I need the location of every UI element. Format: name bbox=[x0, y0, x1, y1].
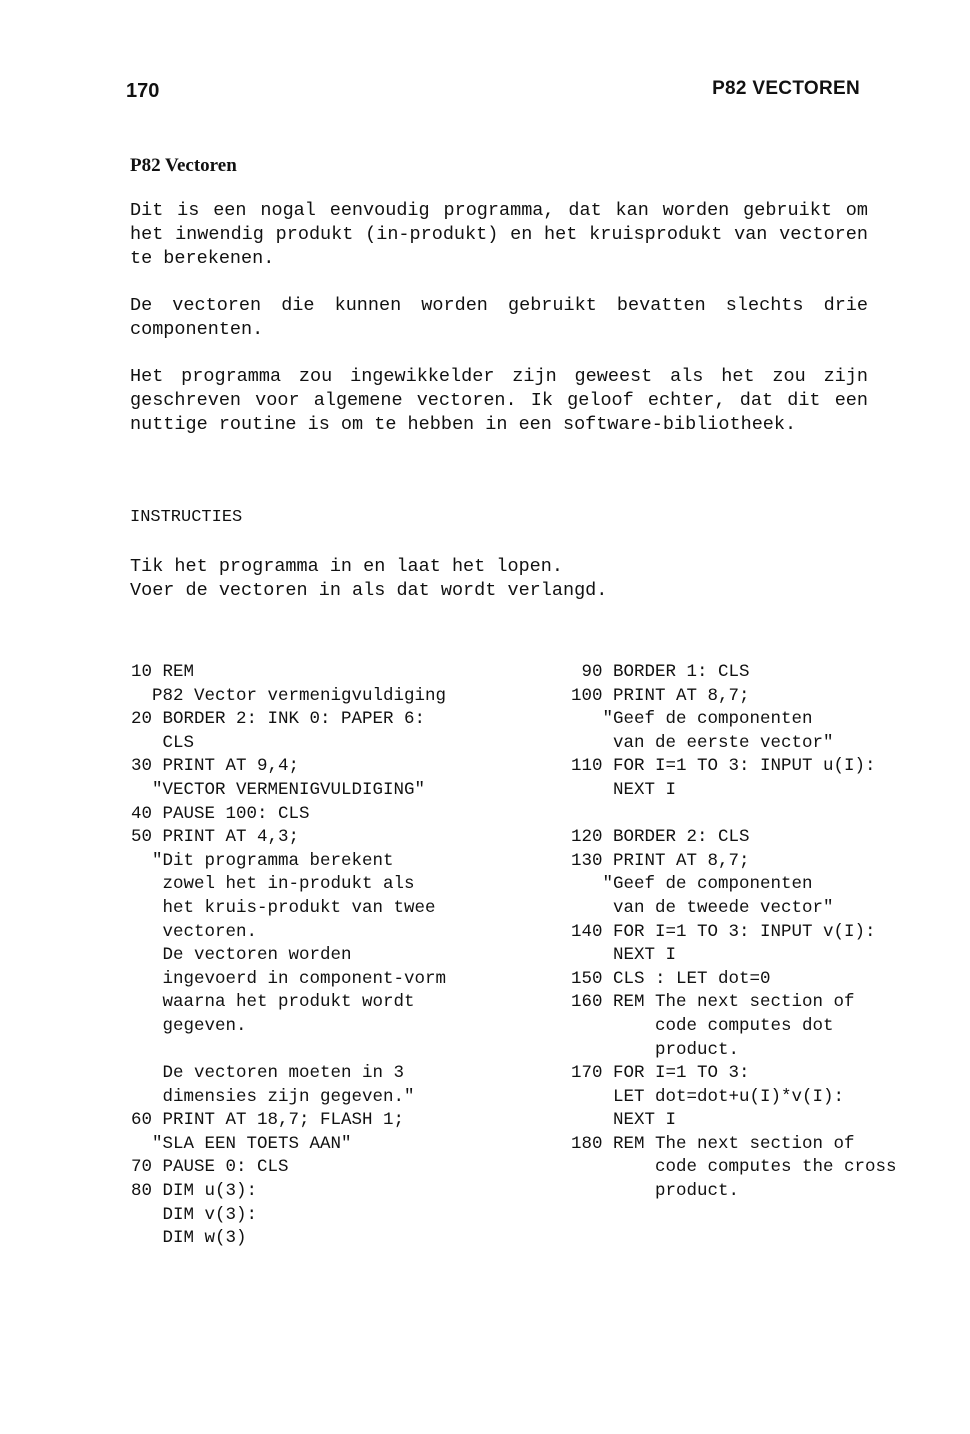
section-title: P82 Vectoren bbox=[130, 155, 237, 176]
program-listing-left-column: 10 REM P82 Vector vermenigvuldiging 20 BORDER 2: INK 0: PAPER 6: CLS 30 PRINT AT 9,4; "VECTOR VERMENIGVULDIGING" 40 PAUSE 100: CLS 50 PRINT AT 4,3; "Dit programma berekent zowel het in-produkt als het kruis-produkt van twee vectoren. De vectoren worden ingevoerd in component-vorm waarna het produkt wordt gegeven. De vectoren moeten in 3 dimensies zijn gegeven." 60 PRINT AT 18,7; FLASH 1; "SLA EEN TOETS AAN" 70 PAUSE 0: CLS 80 DIM u(3): DIM v(3): DIM w(3) bbox=[131, 662, 447, 1249]
components-paragraph: De vectoren die kunnen worden gebruikt bevatten slechts drie componenten. bbox=[130, 295, 868, 340]
running-title: P82 VECTOREN bbox=[712, 78, 860, 99]
page-number: 170 bbox=[126, 80, 160, 102]
program-listing-right-column: 90 BORDER 1: CLS 100 PRINT AT 8,7; "Geef de componenten van de eerste vector" 110 FOR I=1 TO 3: INPUT u(I): NEXT I 120 BORDER 2: CLS 130 PRINT AT 8,7; "Geef de componenten van de tweede vector" 140 FOR I=1 TO 3: INPUT v(I): NEXT I 150 CLS : LET dot=0 160 REM The next section of code computes dot product. 170 FOR I=1 TO 3: LET dot=dot+u(I)*v(I): NEXT I 180 REM The next section of code computes the cross product. bbox=[571, 662, 897, 1202]
intro-paragraph: Dit is een nogal eenvoudig programma, dat kan worden gebruikt om het inwendig produkt (in-produkt) en het kruisprodukt van vectoren te berekenen. bbox=[130, 200, 868, 269]
instructions-line-1: Tik het programma in en laat het lopen. bbox=[130, 556, 563, 577]
instructions-heading: INSTRUCTIES bbox=[130, 508, 243, 527]
instructions-line-2: Voer de vectoren in als dat wordt verlangd. bbox=[130, 580, 608, 601]
general-vectors-paragraph: Het programma zou ingewikkelder zijn geweest als het zou zijn geschreven voor algemene vectoren. Ik geloof echter, dat dit een nuttige routine is om te hebben in een software-bibliotheek. bbox=[130, 366, 868, 435]
